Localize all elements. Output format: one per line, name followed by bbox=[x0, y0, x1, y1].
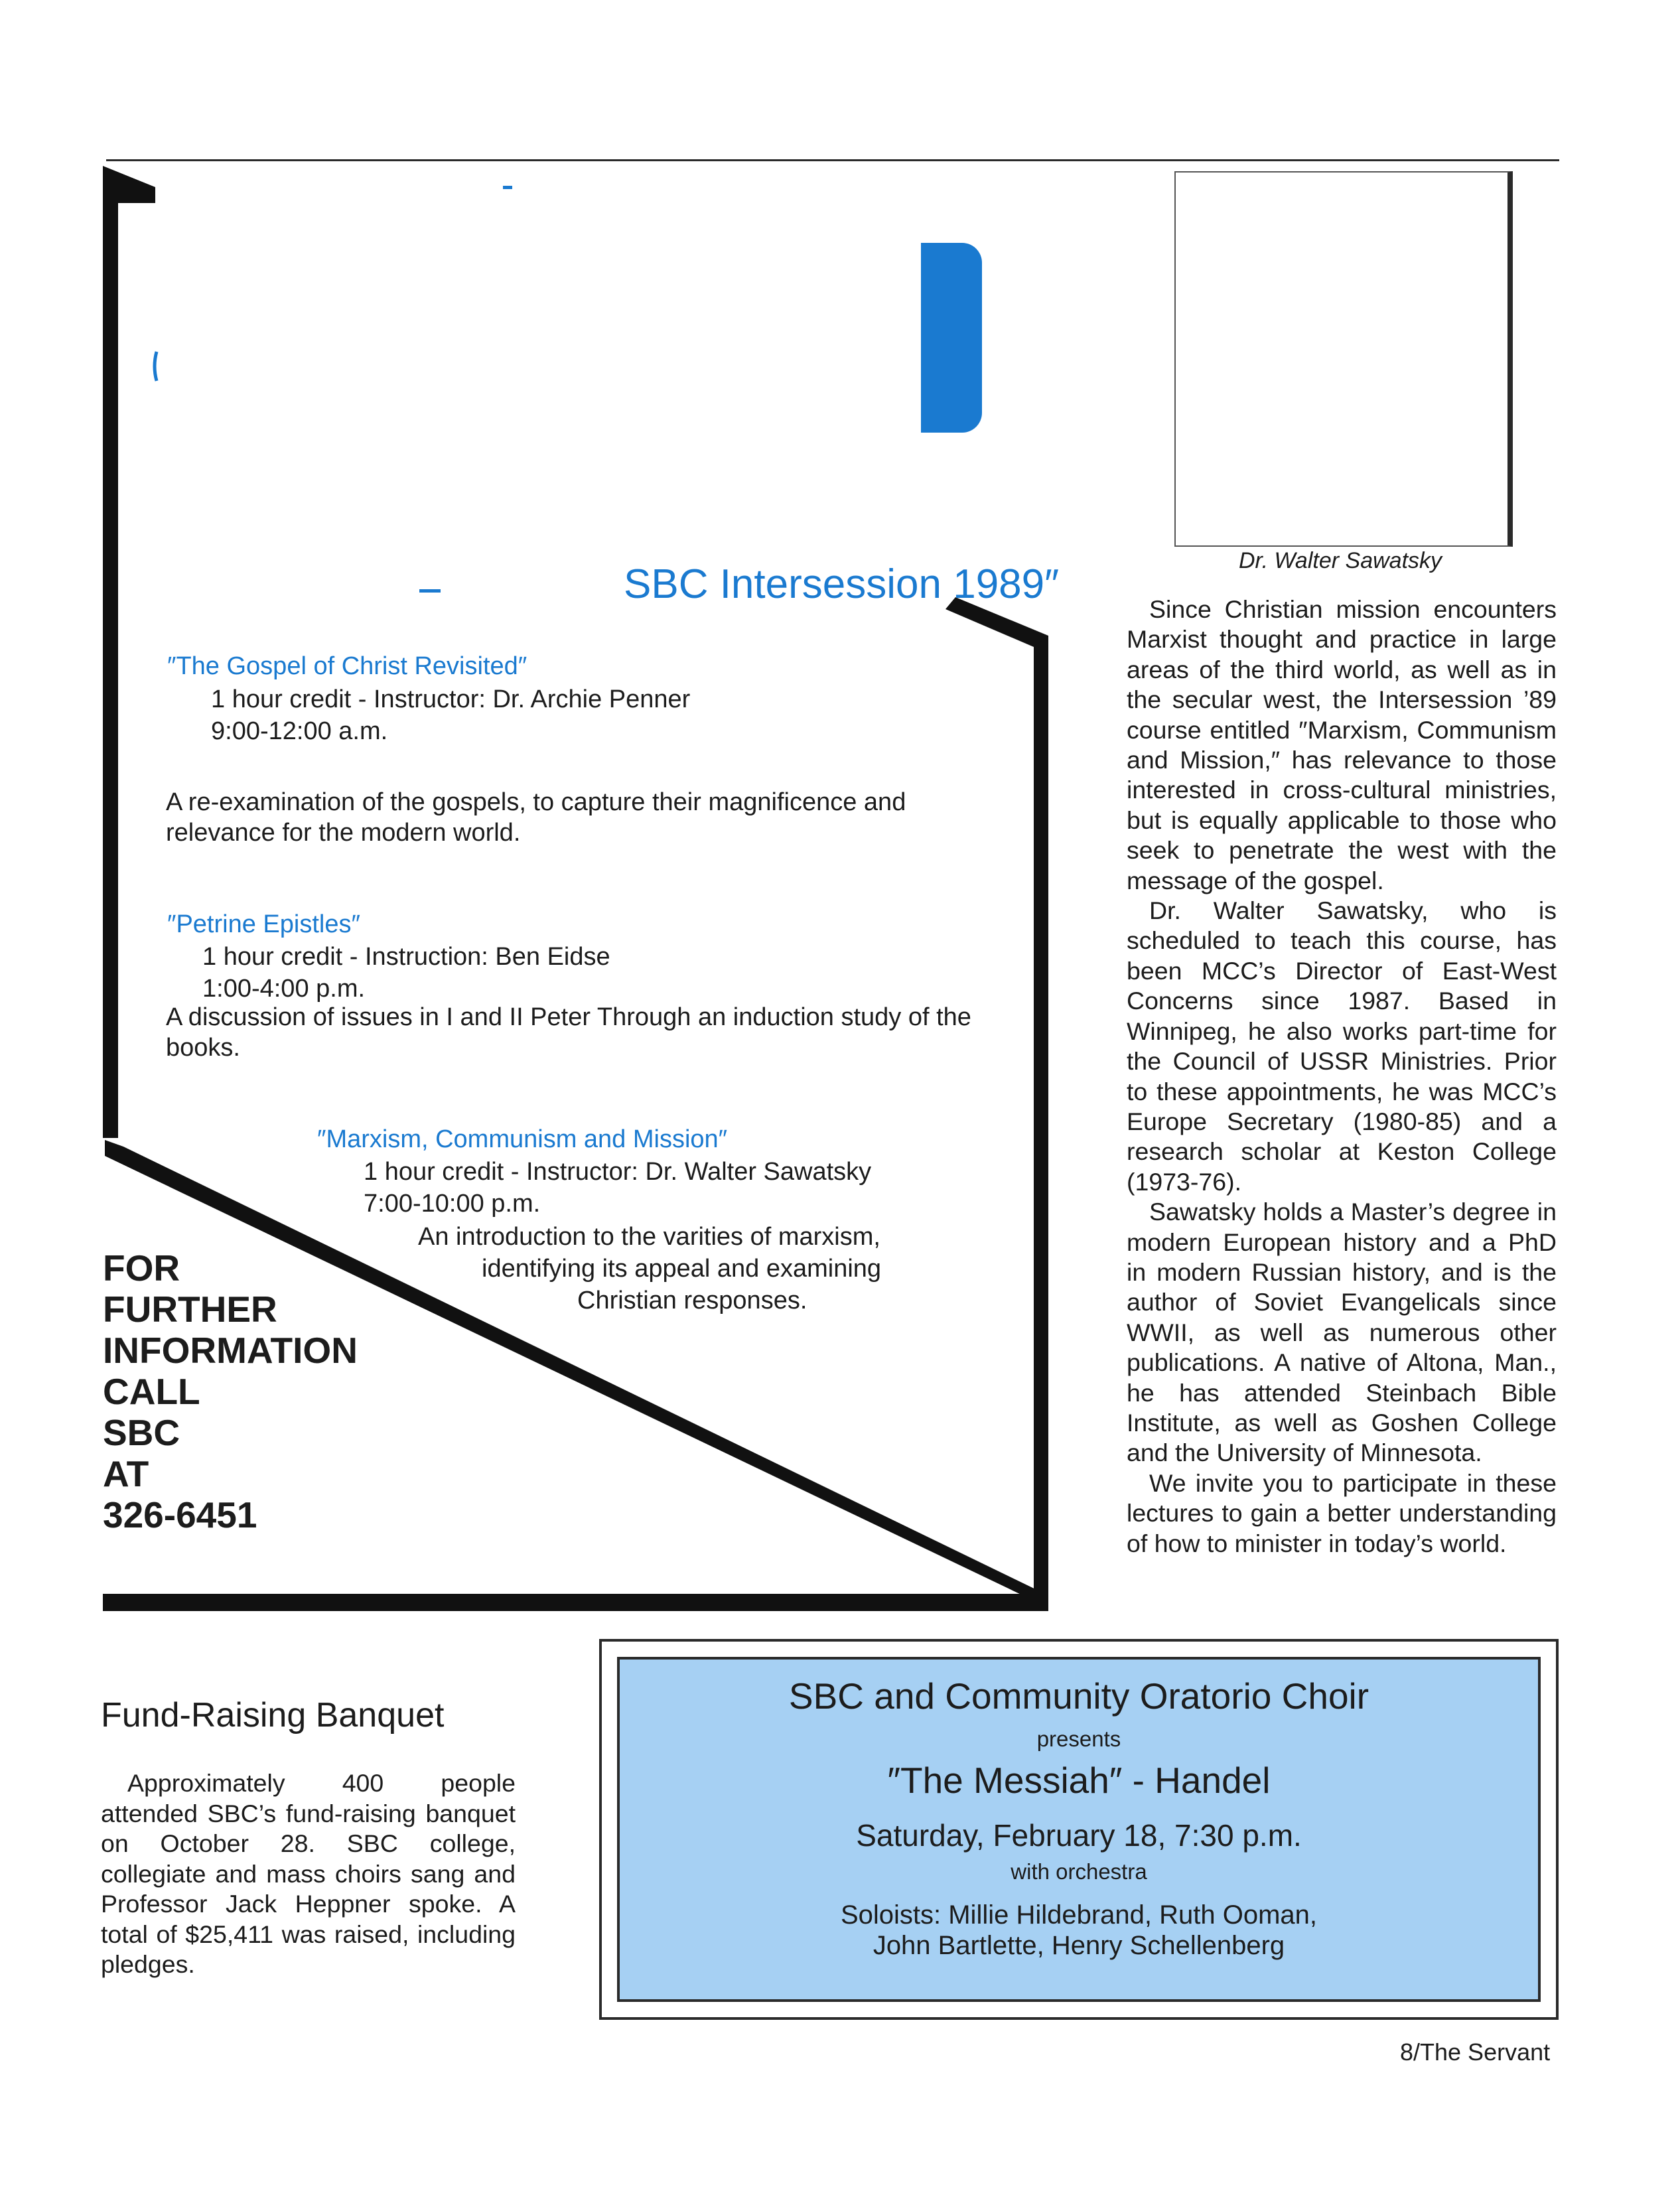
course-3-desc-line-2: identifying its appeal and examining bbox=[482, 1255, 882, 1283]
blue-logo-block-left bbox=[921, 243, 951, 433]
blue-dash bbox=[419, 589, 441, 593]
course-2-time: 1:00-4:00 p.m. bbox=[202, 975, 366, 1003]
fundraiser-body: Approximately 400 people attended SBC’s fund-raising banquet on October 28. SBC college, collegiate and mass choirs sang and Professor Jack Heppner spoke. A total of $25,411 was raised, including pledges. bbox=[101, 1769, 516, 1978]
fundraiser-heading: Fund-Raising Banquet bbox=[101, 1696, 445, 1734]
concert-work: ″The Messiah″ - Handel bbox=[887, 1760, 1271, 1801]
course-2-meta bbox=[202, 941, 610, 1005]
page-footer: 8/The Servant bbox=[1400, 2038, 1551, 2066]
concert-soloists-1: Soloists: Millie Hildebrand, Ruth Ooman, bbox=[840, 1900, 1318, 1930]
course-1-description: A re-examination of the gospels, to capture their magnificence and relevance for the modern world. bbox=[166, 788, 906, 847]
cta-phone: 326-6451 bbox=[103, 1494, 257, 1535]
course-1-credit: 1 hour credit - Instructor: Dr. Archie Penner bbox=[211, 685, 691, 713]
photo-caption: Dr. Walter Sawatsky bbox=[1238, 548, 1442, 573]
course-3-meta bbox=[364, 1156, 871, 1220]
course-2-description: A discussion of issues in I and II Peter Through an induction study of the books. bbox=[166, 1003, 971, 1062]
cta-line-5: SBC bbox=[103, 1412, 180, 1453]
blue-tick bbox=[503, 186, 512, 189]
frame-right-bar bbox=[1034, 636, 1048, 1611]
article-paragraph-3: Sawatsky holds a Master’s degree in modern European history and a PhD in modern Russian history, and is the author of Soviet Evangelicals since WWII, as well as numerous other publications. A native of Altona, Man., he has attended Steinbach Bible Institute, as well as Goshen College and the University of Minnesota. bbox=[1127, 1198, 1557, 1467]
concert-with: with orchestra bbox=[1011, 1859, 1147, 1884]
concert-box bbox=[617, 1657, 1541, 2002]
blue-arc bbox=[155, 352, 157, 381]
course-3-title: ″Marxism, Communism and Mission″ bbox=[317, 1125, 728, 1153]
cta-line-6: AT bbox=[103, 1453, 149, 1494]
frame-left-bar bbox=[103, 166, 155, 1138]
concert-presents: presents bbox=[1036, 1727, 1121, 1751]
cta-line-3: INFORMATION bbox=[103, 1330, 358, 1371]
course-1-time: 9:00-12:00 a.m. bbox=[211, 717, 388, 745]
course-3-time: 7:00-10:00 p.m. bbox=[364, 1190, 541, 1218]
course-3-credit: 1 hour credit - Instructor: Dr. Walter Sawatsky bbox=[364, 1158, 872, 1186]
further-info-callout bbox=[103, 1247, 474, 1535]
article-paragraph-2: Dr. Walter Sawatsky, who is scheduled to teach this course, has been MCC’s Director of East-West Concerns since 1987. Based in Winnipeg, he also works part-time for the Council of USSR Ministries. Prior to these appointments, he was MCC’s Europe Secretary (1980-85) and a research scholar at Keston College (1973-76). bbox=[1127, 896, 1557, 1196]
frame-bottom-bar bbox=[103, 1594, 1048, 1611]
article-column bbox=[1127, 595, 1557, 1559]
concert-date: Saturday, February 18, 7:30 p.m. bbox=[856, 1818, 1302, 1853]
course-3-desc-line-1: An introduction to the varities of marxism, bbox=[418, 1223, 880, 1251]
article-paragraph-1: Since Christian mission encounters Marxist thought and practice in large areas of the third world, as well as in the secular west, the Intersession ’89 course entitled ″Marxism, Communism and Mission,″ has relevance to those interested in cross-cultural ministries, but is equally applicable to those who seek to penetrate the west with the message of the gospel. bbox=[1127, 595, 1557, 894]
concert-organization: SBC and Community Oratorio Choir bbox=[788, 1675, 1369, 1717]
course-1-title: ″The Gospel of Christ Revisited″ bbox=[167, 652, 527, 680]
course-2-title: ″Petrine Epistles″ bbox=[167, 910, 360, 938]
course-2-credit: 1 hour credit - Instruction: Ben Eidse bbox=[202, 943, 610, 971]
course-3-desc-line-3: Christian responses. bbox=[577, 1287, 807, 1314]
cta-line-2: FURTHER bbox=[103, 1289, 277, 1330]
cta-line-4: CALL bbox=[103, 1371, 200, 1412]
concert-soloists-2: John Bartlette, Henry Schellenberg bbox=[873, 1931, 1285, 1960]
portrait-photo bbox=[1174, 171, 1513, 547]
ad-title: SBC Intersession 1989″ bbox=[624, 561, 1060, 607]
cta-line-1: FOR bbox=[103, 1247, 180, 1289]
article-paragraph-4: We invite you to participate in these lectures to gain a better understanding of how to minister in today’s world. bbox=[1127, 1468, 1557, 1557]
course-1-meta bbox=[211, 683, 690, 747]
course-3-description bbox=[418, 1221, 949, 1316]
